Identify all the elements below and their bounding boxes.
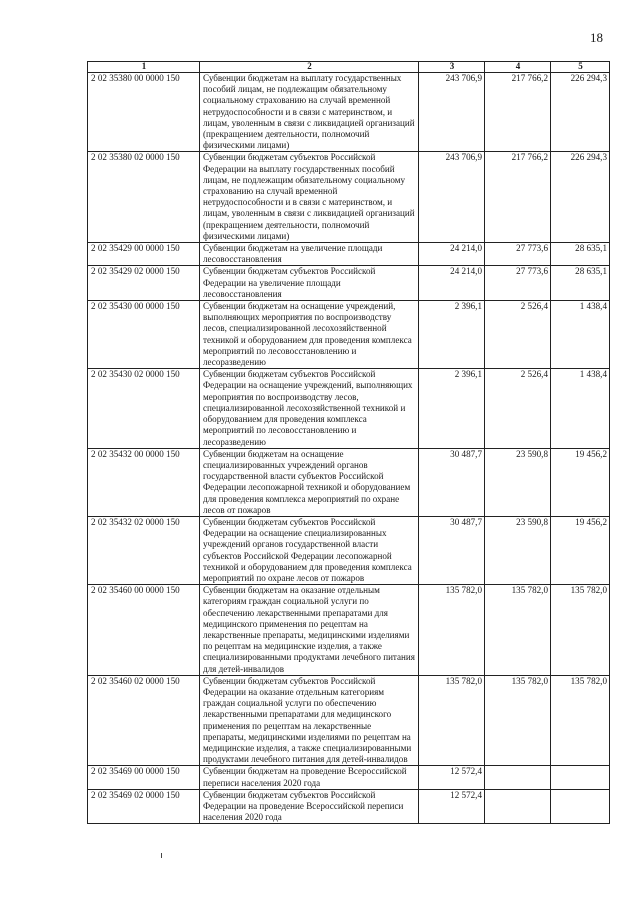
- table-row: [88, 369, 610, 448]
- item-description: Субвенции бюджетам на оснащение учреждений, выполняющих мероприятия по воспроизводству лесов, специализированной лесохозяйственной техникой и оборудованием для проведения комплекса мероприятий по лесовосстановлению и лесоразведению: [200, 301, 419, 369]
- amount-col-5: 226 294,3: [551, 152, 610, 243]
- header-row: [88, 62, 610, 73]
- amount-col-3: 30 487,7: [419, 516, 485, 584]
- amount-col-4: 23 590,8: [485, 516, 551, 584]
- amount-col-3: 12 572,4: [419, 766, 485, 789]
- table-row: [88, 448, 610, 516]
- amount-col-5: 19 456,2: [551, 448, 610, 516]
- amount-col-4: 217 766,2: [485, 152, 551, 243]
- item-description: Субвенции бюджетам субъектов Российской Федерации на оказание отдельным категориям граждан социальной услуги по обеспечению лекарственными препаратами для медицинского применения по рецептам на лекарственные препараты, медицинскими изделиями по рецептам на медицинские изделия, а также специализированными продуктами лечебного питания для детей-инвалидов: [200, 675, 419, 766]
- amount-col-3: 243 706,9: [419, 152, 485, 243]
- amount-col-3: 135 782,0: [419, 585, 485, 676]
- amount-col-3: 30 487,7: [419, 448, 485, 516]
- header-col-2: 2: [200, 62, 419, 73]
- item-description: Субвенции бюджетам на выплату государственных пособий лицам, не подлежащим обязательному социальному страхованию на случай временной нетрудоспособности и в связи с материнством, и лицам, уволенным в связи с ликвидацией организаций (прекращением деятельности, полномочий физическими лицами): [200, 73, 419, 152]
- table-row: [88, 152, 610, 243]
- item-description: Субвенции бюджетам субъектов Российской Федерации на оснащение учреждений, выполняющих мероприятия по воспроизводству лесов, специализированной лесохозяйственной техникой и оборудованием для проведения комплекса мероприятий по лесовосстановлению и лесоразведению: [200, 369, 419, 448]
- amount-col-4: [485, 789, 551, 824]
- amount-col-3: 24 214,0: [419, 243, 485, 266]
- item-description: Субвенции бюджетам на оказание отдельным категориям граждан социальной услуги по обеспечению лекарственными препаратами для медицинского применения по рецептам на лекарственные препараты, медицинскими изделиями по рецептам на медицинские изделия, а также специализированными продуктами лечебного питания для детей-инвалидов: [200, 585, 419, 676]
- amount-col-5: 1 438,4: [551, 369, 610, 448]
- item-description: Субвенции бюджетам на увеличение площади лесовосстановления: [200, 243, 419, 266]
- item-description: Субвенции бюджетам на проведение Всероссийской переписи населения 2020 года: [200, 766, 419, 789]
- amount-col-3: 2 396,1: [419, 301, 485, 369]
- budget-code: 2 02 35429 02 0000 150: [88, 266, 200, 301]
- budget-code: 2 02 35432 02 0000 150: [88, 516, 200, 584]
- item-description: Субвенции бюджетам на оснащение специализированных учреждений органов государственной власти субъектов Российской Федерации лесопожарной техникой и оборудованием для проведения комплекса мероприятий по охране лесов от пожаров: [200, 448, 419, 516]
- amount-col-5: 28 635,1: [551, 266, 610, 301]
- amount-col-5: 19 456,2: [551, 516, 610, 584]
- item-description: Субвенции бюджетам субъектов Российской Федерации на выплату государственных пособий лицам, не подлежащим обязательному социальному страхованию на случай временной нетрудоспособности и в связи с материнством, и лицам, уволенным в связи с ликвидацией организаций (прекращением деятельности, полномочий физическими лицами): [200, 152, 419, 243]
- table-row: [88, 73, 610, 152]
- budget-code: 2 02 35432 00 0000 150: [88, 448, 200, 516]
- budget-code: 2 02 35469 00 0000 150: [88, 766, 200, 789]
- amount-col-4: 27 773,6: [485, 266, 551, 301]
- amount-col-4: 217 766,2: [485, 73, 551, 152]
- header-col-5: 5: [551, 62, 610, 73]
- amount-col-4: 135 782,0: [485, 675, 551, 766]
- scan-mark: [161, 853, 162, 858]
- amount-col-4: 2 526,4: [485, 369, 551, 448]
- budget-code: 2 02 35380 02 0000 150: [88, 152, 200, 243]
- budget-code: 2 02 35429 00 0000 150: [88, 243, 200, 266]
- amount-col-4: 23 590,8: [485, 448, 551, 516]
- budget-code: 2 02 35460 02 0000 150: [88, 675, 200, 766]
- amount-col-5: 28 635,1: [551, 243, 610, 266]
- table-row: [88, 675, 610, 766]
- amount-col-5: 1 438,4: [551, 301, 610, 369]
- budget-code: 2 02 35380 00 0000 150: [88, 73, 200, 152]
- amount-col-5: [551, 766, 610, 789]
- amount-col-4: 27 773,6: [485, 243, 551, 266]
- amount-col-5: 135 782,0: [551, 585, 610, 676]
- page-number: 18: [590, 30, 603, 45]
- amount-col-3: 24 214,0: [419, 266, 485, 301]
- budget-code: 2 02 35430 02 0000 150: [88, 369, 200, 448]
- item-description: Субвенции бюджетам субъектов Российской Федерации на оснащение специализированных учреждений органов государственной власти субъектов Российской Федерации лесопожарной техникой и оборудованием для проведения комплекса мероприятий по охране лесов от пожаров: [200, 516, 419, 584]
- amount-col-4: [485, 766, 551, 789]
- header-col-1: 1: [88, 62, 200, 73]
- amount-col-5: 226 294,3: [551, 73, 610, 152]
- amount-col-3: 135 782,0: [419, 675, 485, 766]
- amount-col-4: 2 526,4: [485, 301, 551, 369]
- item-description: Субвенции бюджетам субъектов Российской Федерации на увеличение площади лесовосстановления: [200, 266, 419, 301]
- table-row: [88, 766, 610, 789]
- amount-col-3: 2 396,1: [419, 369, 485, 448]
- budget-code: 2 02 35469 02 0000 150: [88, 789, 200, 824]
- amount-col-5: 135 782,0: [551, 675, 610, 766]
- budget-code: 2 02 35430 00 0000 150: [88, 301, 200, 369]
- budget-code: 2 02 35460 00 0000 150: [88, 585, 200, 676]
- header-col-4: 4: [485, 62, 551, 73]
- table-row: [88, 789, 610, 824]
- amount-col-3: 12 572,4: [419, 789, 485, 824]
- budget-table: [87, 61, 610, 824]
- table-row: [88, 301, 610, 369]
- table-row: [88, 243, 610, 266]
- amount-col-3: 243 706,9: [419, 73, 485, 152]
- item-description: Субвенции бюджетам субъектов Российской Федерации на проведение Всероссийской переписи населения 2020 года: [200, 789, 419, 824]
- table-row: [88, 266, 610, 301]
- header-col-3: 3: [419, 62, 485, 73]
- table-row: [88, 585, 610, 676]
- amount-col-4: 135 782,0: [485, 585, 551, 676]
- amount-col-5: [551, 789, 610, 824]
- table-row: [88, 516, 610, 584]
